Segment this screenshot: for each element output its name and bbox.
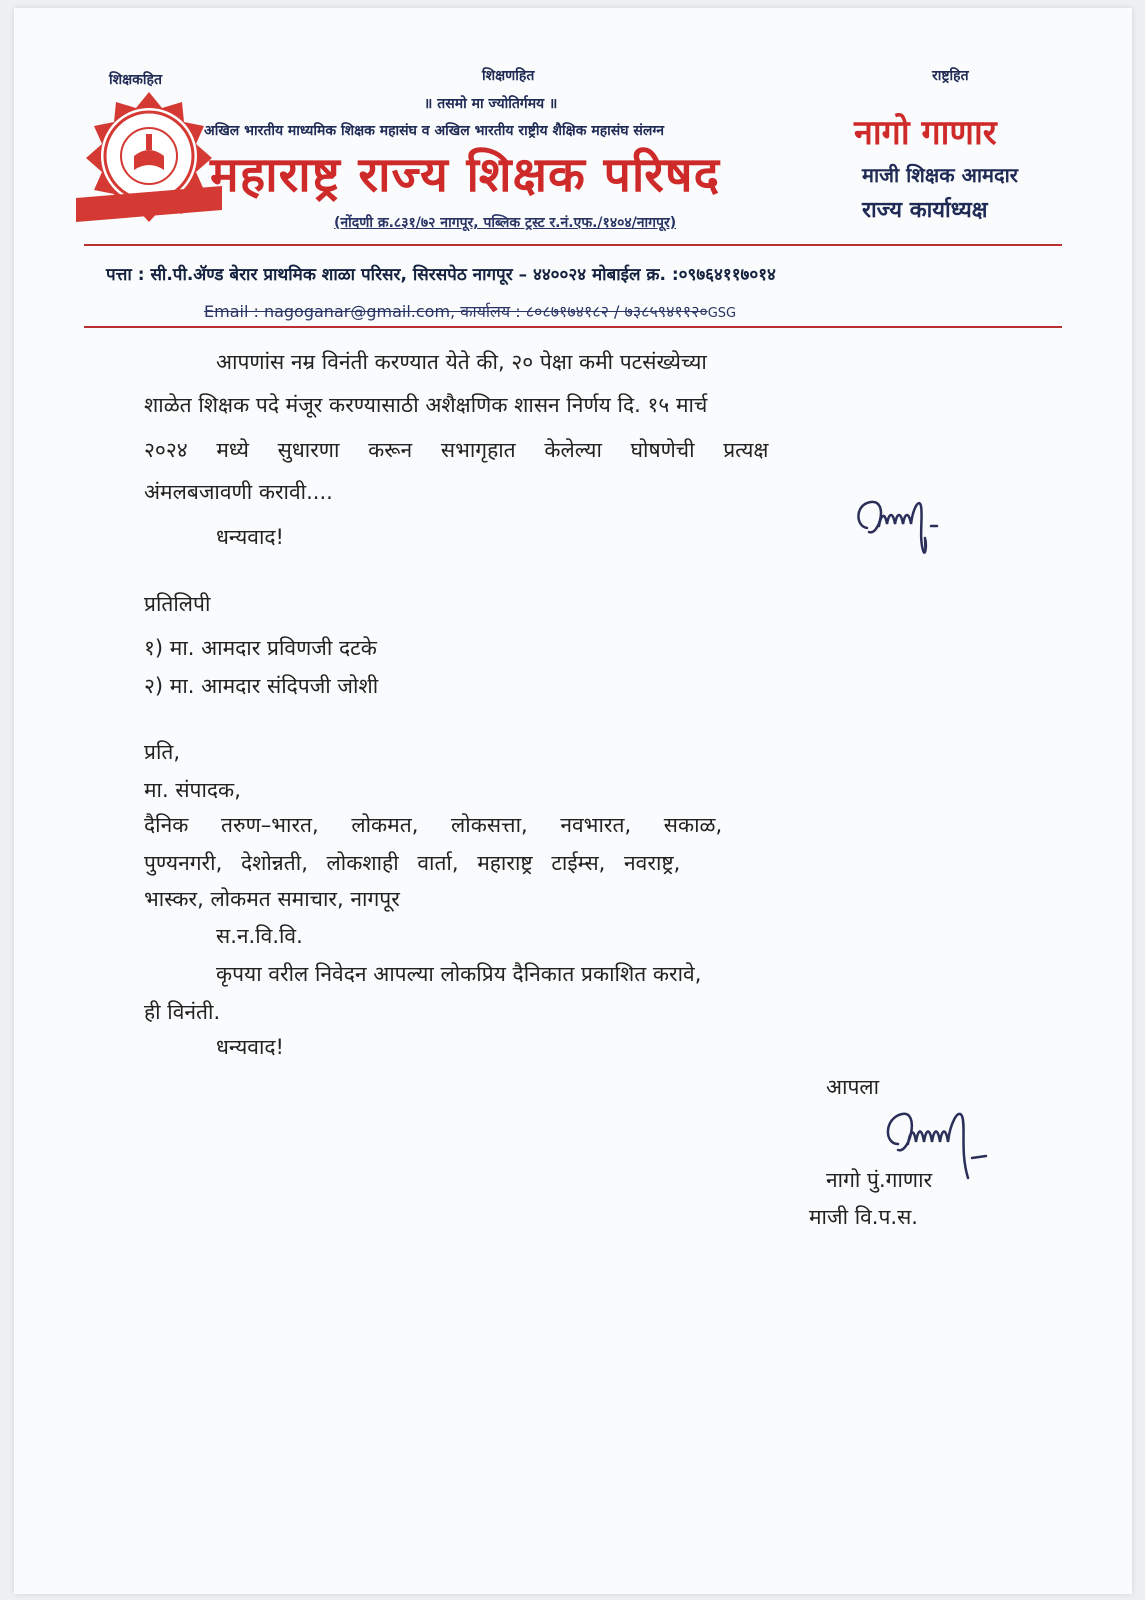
to-name: मा. संपादक,	[144, 778, 241, 802]
organization-seal-logo	[74, 86, 224, 226]
thanks-1: धन्यवाद!	[216, 525, 284, 549]
right-motto: राष्ट्रहित	[932, 68, 969, 84]
closing-yours: आपला	[826, 1075, 880, 1099]
signer-title: माजी वि.प.स.	[809, 1205, 918, 1229]
newspapers-line-1: दैनिक तरुण–भारत, लोकमत, लोकसत्ता, नवभारत, सकाळ,	[144, 813, 723, 837]
letter-page	[14, 8, 1132, 1594]
signer-name: नागो पुं.गाणार	[826, 1168, 933, 1192]
request-line-1: कृपया वरील निवेदन आपल्या लोकप्रिय दैनिकात प्रकाशित करावे,	[216, 962, 702, 986]
person-name-header: नागो गाणार	[854, 113, 997, 153]
left-motto: शिक्षकहित	[109, 72, 162, 88]
affiliation-line: अखिल भारतीय माध्यमिक शिक्षक महासंघ व अखिल भारतीय राष्ट्रीय शैक्षिक महासंघ संलग्न	[204, 123, 665, 139]
person-title-2: राज्य कार्याध्यक्ष	[862, 198, 988, 223]
newspapers-line-3: भास्कर, लोकमत समाचार, नागपूर	[144, 887, 400, 911]
greeting: स.न.वि.वि.	[216, 924, 303, 948]
newspapers-line-2: पुण्यनगरी, देशोन्नती, लोकशाही वार्ता, महाराष्ट्र टाईम्स, नवराष्ट्र,	[144, 851, 681, 875]
center-motto: शिक्षणहित	[482, 68, 535, 84]
registration-line: (नोंदणी क्र.८३१/७२ नागपूर, पब्लिक ट्रस्ट र.नं.एफ./१४०४/नागपूर)	[334, 215, 677, 231]
email-suffix: GSG	[707, 306, 737, 321]
email-text: Email : nagoganar@gmail.com, कार्यालय : ८०८७१७४१८२ / ७३८५९४११२०	[204, 302, 708, 321]
copy-heading: प्रतिलिपी	[144, 592, 211, 616]
header-divider-bottom	[84, 326, 1062, 328]
para-line-3: २०२४ मध्ये सुधारणा करून सभागृहात केलेल्या घोषणेची प्रत्यक्ष	[144, 438, 769, 462]
address-line: पत्ता : सी.पी.ॲण्ड बेरार प्राथमिक शाळा परिसर, सिरसपेठ नागपूर – ४४००२४ मोबाईल क्र. :०९७६४११७०१४	[106, 265, 776, 285]
para-line-1: आपणांस नम्र विनंती करण्यात येते की, २० पेक्षा कमी पटसंख्येच्या	[216, 350, 707, 374]
signature-top	[849, 486, 979, 566]
para-line-2: शाळेत शिक्षक पदे मंजूर करण्यासाठी अशैक्षणिक शासन निर्णय दि. १५ मार्च	[144, 393, 708, 417]
thanks-2: धन्यवाद!	[216, 1035, 284, 1059]
header-divider-top	[84, 244, 1062, 246]
request-line-2: ही विनंती.	[144, 1000, 221, 1024]
copy-item-2: २) मा. आमदार संदिपजी जोशी	[144, 674, 379, 698]
para-line-4: अंमलबजावणी करावी....	[144, 480, 333, 504]
contact-line	[204, 300, 736, 322]
organization-title: महाराष्ट्र राज्य शिक्षक परिषद	[210, 147, 721, 203]
copy-item-1: १) मा. आमदार प्रविणजी दटके	[144, 636, 377, 660]
to-label: प्रति,	[144, 740, 181, 764]
sanskrit-line: ॥ तसमो मा ज्योतिर्गमय ॥	[424, 96, 558, 112]
person-title-1: माजी शिक्षक आमदार	[862, 163, 1018, 187]
